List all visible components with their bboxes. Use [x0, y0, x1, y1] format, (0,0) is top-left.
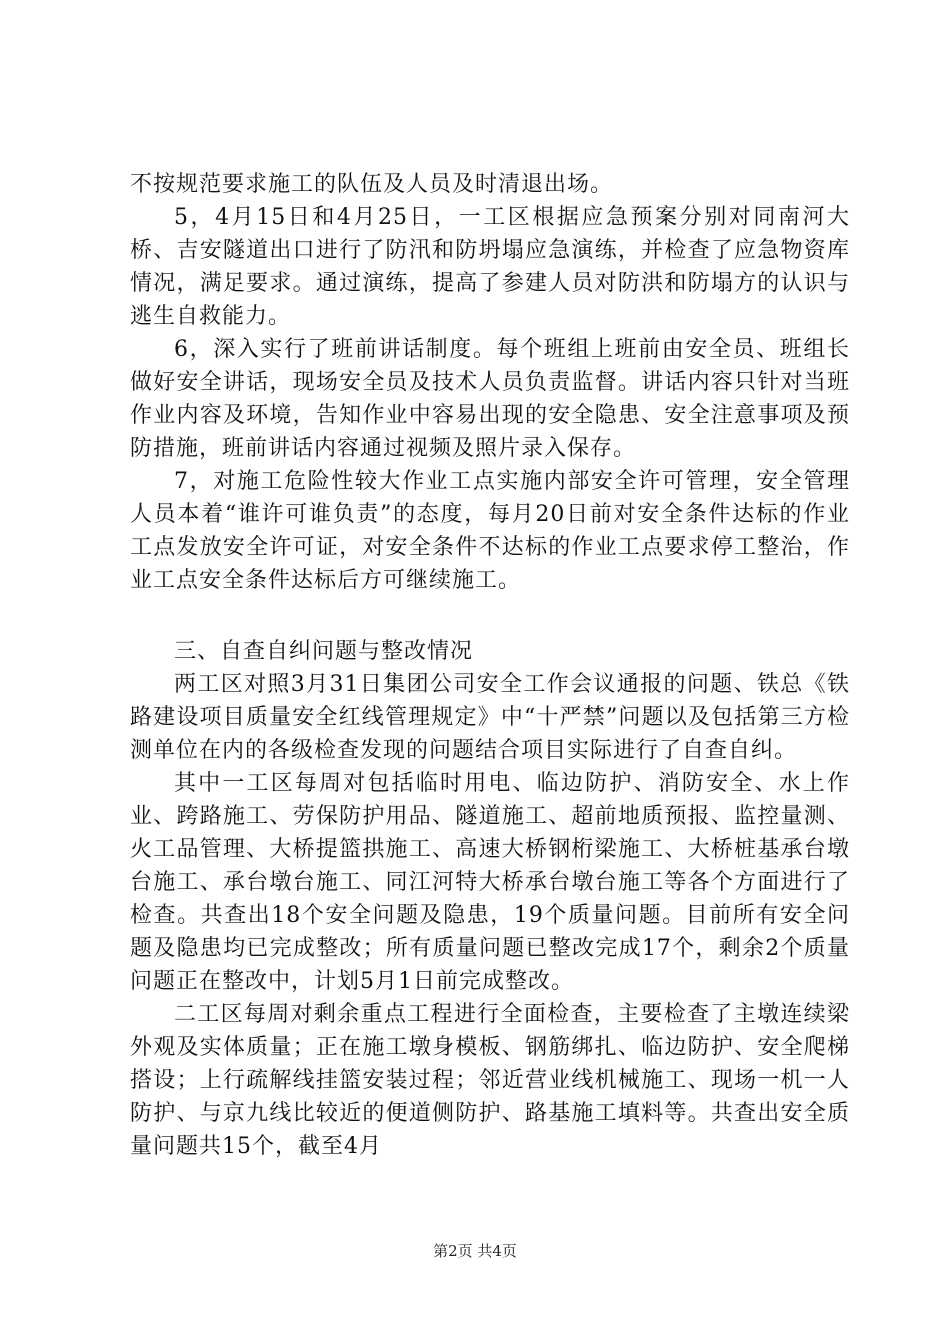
paragraph-work-area-2: 二工区每周对剩余重点工程进行全面检查，主要检查了主墩连续梁外观及实体质量；正在施工墩身模板、钢筋绑扎、临边防护、安全爬梯搭设；上行疏解线挂篮安装过程；邻近营业线机械施工、现场一机一人防护、与京九线比较近的便道侧防护、路基施工填料等。共查出安全质量问题共15个，截至4月 [130, 1002, 850, 1159]
paragraph-work-area-1: 其中一工区每周对包括临时用电、临边防护、消防安全、水上作业、跨路施工、劳保防护用品、隧道施工、超前地质预报、监控量测、火工品管理、大桥提篮拱施工、高速大桥钢桁梁施工、大桥桩基承台墩台施工、承台墩台施工、同江河特大桥承台墩台施工等各个方面进行了检查。共查出18个安全问题及隐患，19个质量问题。目前所有安全问题及隐患均已完成整改；所有质量问题已整改完成17个，剩余2个质量问题正在整改中，计划5月1日前完成整改。 [130, 771, 850, 994]
section-heading: 三、自查自纠问题与整改情况 [174, 639, 474, 664]
page-number-footer: 第2页 共4页 [433, 1242, 517, 1260]
paragraph-item-6: 6，深入实行了班前讲话制度。每个班组上班前由安全员、班组长做好安全讲话，现场安全员及技术人员负责监督。讲话内容只针对当班作业内容及环境，告知作业中容易出现的安全隐患、安全注意事项及预防措施，班前讲话内容通过视频及照片录入保存。 [130, 337, 850, 461]
paragraph-item-7: 7，对施工危险性较大作业工点实施内部安全许可管理，安全管理人员本着“谁许可谁负责”的态度，每月20日前对安全条件达标的作业工点发放安全许可证，对安全条件不达标的作业工点要求停工整治，作业工点安全条件达标后方可继续施工。 [130, 469, 850, 593]
paragraph-self-check-intro: 两工区对照3月31日集团公司安全工作会议通报的问题、铁总《铁路建设项目质量安全红线管理规定》中“十严禁”问题以及包括第三方检测单位在内的各级检查发现的问题结合项目实际进行了自查自纠。 [130, 672, 850, 763]
document-body [130, 168, 850, 1163]
paragraph-continuation: 不按规范要求施工的队伍及人员及时清退出场。 [130, 172, 614, 197]
paragraph-item-5: 5，4月15日和4月25日，一工区根据应急预案分别对同南河大桥、吉安隧道出口进行了防汛和防坍塌应急演练，并检查了应急物资库情况，满足要求。通过演练，提高了参建人员对防洪和防塌方的认识与逃生自救能力。 [130, 205, 850, 329]
